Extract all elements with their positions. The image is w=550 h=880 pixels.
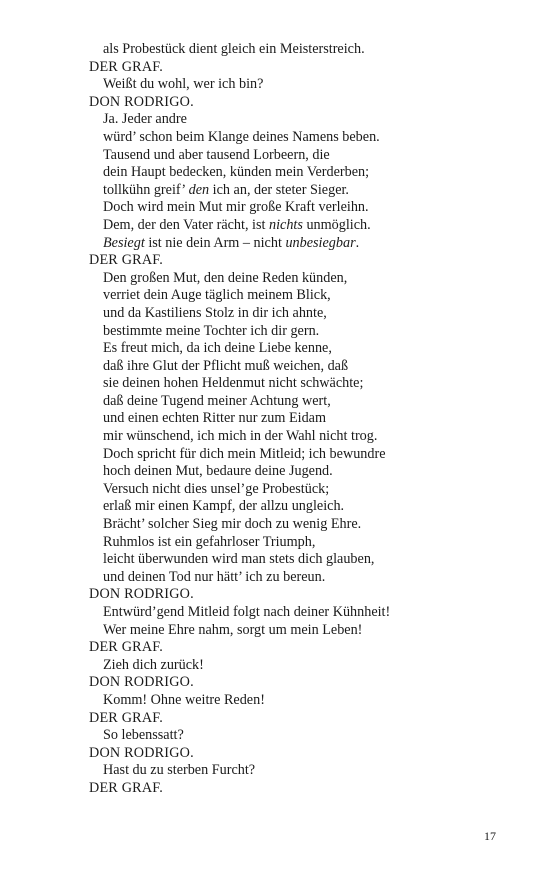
verse-line xyxy=(89,446,509,464)
text-segment: ich an, der steter Sieger. xyxy=(209,181,349,198)
text-segment: sie deinen hohen Heldenmut nicht schwächte; xyxy=(103,375,364,392)
verse-line xyxy=(89,340,509,358)
text-segment: dein Haupt bedecken, künden mein Verderben; xyxy=(103,164,370,181)
text-segment: Versuch nicht dies unsel’ge Probestück; xyxy=(103,480,330,497)
speaker-name xyxy=(89,94,509,112)
verse-line xyxy=(89,428,509,446)
text-segment: DON RODRIGO. xyxy=(89,674,194,691)
text-segment: Tausend und aber tausend Lorbeern, die xyxy=(103,146,330,163)
speaker-name xyxy=(89,745,509,763)
verse-line xyxy=(89,305,509,323)
verse-line xyxy=(89,534,509,552)
speaker-name xyxy=(89,674,509,692)
text-segment: Ruhmlos ist ein gefahrloser Triumph, xyxy=(103,533,316,550)
play-text xyxy=(89,41,509,798)
text-segment: hoch deinen Mut, bedaure deine Jugend. xyxy=(103,463,333,480)
text-segment: Doch wird mein Mut mir große Kraft verleihn. xyxy=(103,199,369,216)
text-segment: verriet dein Auge täglich meinem Blick, xyxy=(103,287,331,304)
text-segment: und da Kastiliens Stolz in dir ich ahnte, xyxy=(103,304,327,321)
text-segment: Weißt du wohl, wer ich bin? xyxy=(103,76,264,93)
verse-line xyxy=(89,604,509,622)
text-segment: würd’ schon beim Klange deines Namens beben. xyxy=(103,128,380,145)
text-segment: Zieh dich zurück! xyxy=(103,656,204,673)
text-segment: DON RODRIGO. xyxy=(89,586,194,603)
page-number: 17 xyxy=(484,829,496,843)
text-segment: DER GRAF. xyxy=(89,709,163,726)
verse-line xyxy=(89,217,509,235)
speaker-name xyxy=(89,59,509,77)
text-segment: Dem, der den Vater rächt, ist xyxy=(103,216,269,233)
verse-line xyxy=(89,481,509,499)
verse-line xyxy=(89,358,509,376)
verse-line xyxy=(89,692,509,710)
text-segment: daß ihre Glut der Pflicht muß weichen, daß xyxy=(103,357,349,374)
verse-line xyxy=(89,199,509,217)
text-segment: und einen echten Ritter nur zum Eidam xyxy=(103,410,326,427)
verse-line xyxy=(89,287,509,305)
emphasized-text: Besiegt xyxy=(103,234,145,251)
verse-line xyxy=(89,622,509,640)
verse-line xyxy=(89,762,509,780)
speaker-name xyxy=(89,252,509,270)
text-segment: Komm! Ohne weitre Reden! xyxy=(103,691,265,708)
text-segment: unmöglich. xyxy=(302,216,371,233)
text-segment: So lebenssatt? xyxy=(103,727,184,744)
text-segment: Ja. Jeder andre xyxy=(103,111,187,128)
verse-line xyxy=(89,164,509,182)
speaker-name xyxy=(89,639,509,657)
verse-line xyxy=(89,111,509,129)
verse-line xyxy=(89,129,509,147)
verse-line xyxy=(89,516,509,534)
verse-line xyxy=(89,375,509,393)
verse-line xyxy=(89,323,509,341)
verse-line xyxy=(89,182,509,200)
text-segment: mir wünschend, ich mich in der Wahl nicht trog. xyxy=(103,428,378,445)
emphasized-text: nichts xyxy=(269,216,303,233)
speaker-name xyxy=(89,710,509,728)
verse-line xyxy=(89,76,509,94)
text-segment: Doch spricht für dich mein Mitleid; ich bewundre xyxy=(103,445,386,462)
text-segment: . xyxy=(355,234,360,251)
text-segment: Wer meine Ehre nahm, sorgt um mein Leben! xyxy=(103,621,363,638)
text-segment: DER GRAF. xyxy=(89,779,163,796)
text-segment: DON RODRIGO. xyxy=(89,93,194,110)
text-segment: tollkühn greif’ xyxy=(103,181,189,198)
verse-line xyxy=(89,393,509,411)
speaker-name xyxy=(89,780,509,798)
verse-line xyxy=(89,498,509,516)
text-segment: DON RODRIGO. xyxy=(89,744,194,761)
text-segment: Den großen Mut, den deine Reden künden, xyxy=(103,269,348,286)
verse-line xyxy=(89,410,509,428)
verse-line xyxy=(89,569,509,587)
verse-line xyxy=(89,551,509,569)
verse-line xyxy=(89,463,509,481)
text-segment: leicht überwunden wird man stets dich glauben, xyxy=(103,551,375,568)
text-segment: DER GRAF. xyxy=(89,639,163,656)
speaker-name xyxy=(89,586,509,604)
text-segment: daß deine Tugend meiner Achtung wert, xyxy=(103,392,331,409)
verse-line xyxy=(89,147,509,165)
verse-line xyxy=(89,657,509,675)
verse-line xyxy=(89,270,509,288)
text-segment: bestimmte meine Tochter ich dir gern. xyxy=(103,322,320,339)
text-segment: Brächt’ solcher Sieg mir doch zu wenig Ehre. xyxy=(103,516,362,533)
emphasized-text: unbesiegbar xyxy=(285,234,356,251)
text-segment: DER GRAF. xyxy=(89,58,163,75)
verse-line xyxy=(89,727,509,745)
text-segment: Es freut mich, da ich deine Liebe kenne, xyxy=(103,340,332,357)
text-segment: als Probestück dient gleich ein Meisterstreich. xyxy=(103,41,365,57)
verse-line xyxy=(89,235,509,253)
verse-line xyxy=(89,41,509,59)
text-segment: ist nie dein Arm – nicht xyxy=(144,234,286,251)
emphasized-text: den xyxy=(188,181,210,198)
text-segment: Hast du zu sterben Furcht? xyxy=(103,762,256,779)
text-segment: Entwürd’gend Mitleid folgt nach deiner Kühnheit! xyxy=(103,604,391,620)
text-segment: DER GRAF. xyxy=(89,252,163,269)
text-segment: und deinen Tod nur hätt’ ich zu bereun. xyxy=(103,568,326,585)
text-segment: erlaß mir einen Kampf, der allzu ungleich. xyxy=(103,498,345,515)
